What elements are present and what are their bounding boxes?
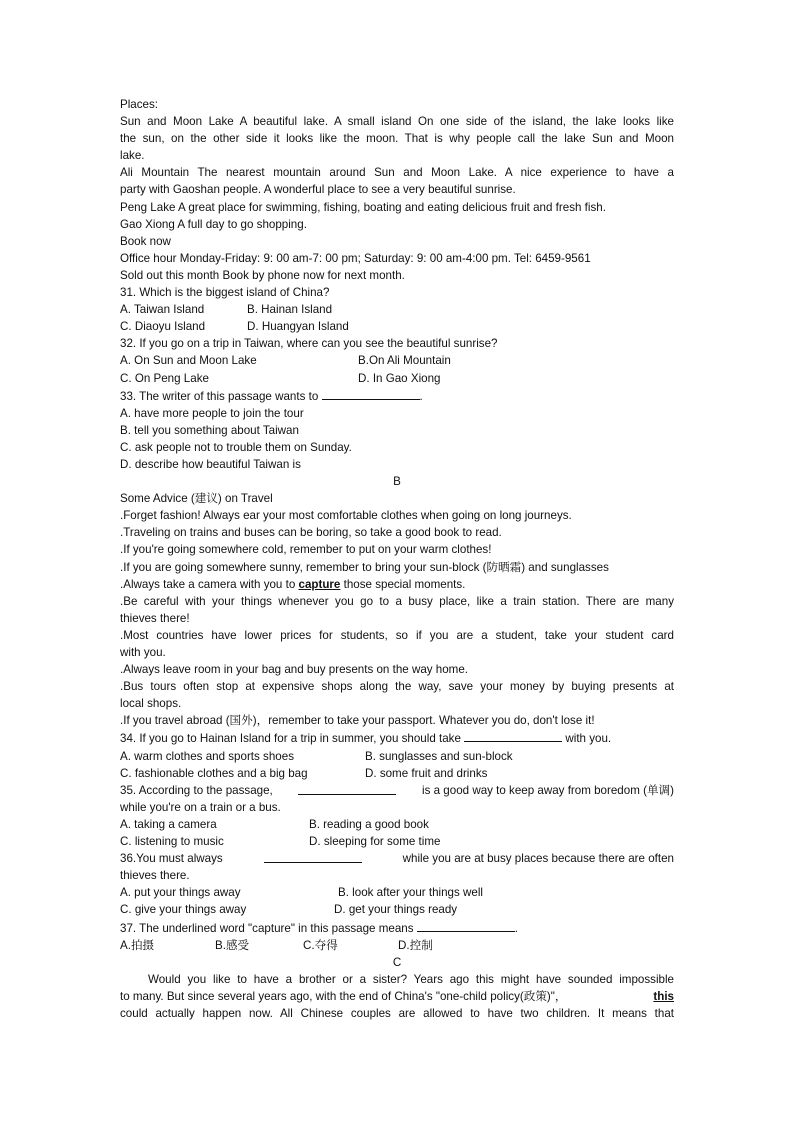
- q37-options-row: [120, 937, 674, 954]
- tip-careful: .Be careful with your things whenever you go to a busy place, like a train station. There are many: [120, 594, 674, 608]
- q36-stem: [120, 850, 674, 867]
- q35-option-d[interactable]: D. sleeping for some time: [309, 835, 441, 849]
- tip-student: .Most countries have lower prices for students, so if you are a student, take your student card: [120, 628, 674, 642]
- tip-bus-tours-cont: local shops.: [120, 697, 182, 711]
- q34-options-row1: [120, 748, 674, 765]
- sold-out-note: Sold out this month Book by phone now for next month.: [120, 268, 405, 282]
- underlined-word-this: this: [653, 989, 674, 1003]
- book-now: Book now: [120, 234, 171, 248]
- place-sun-moon-lake-end: lake.: [120, 149, 145, 163]
- tip-book: .Traveling on trains and buses can be boring, so take a good book to read.: [120, 526, 502, 540]
- q31-options-row2: [120, 318, 674, 335]
- q32-option-c[interactable]: C. On Peng Lake: [120, 371, 209, 385]
- q35-stem-end: is a good way to keep away from boredom (单调): [422, 783, 674, 797]
- q34-option-d[interactable]: D. some fruit and drinks: [365, 766, 488, 780]
- q36-option-c[interactable]: C. give your things away: [120, 903, 247, 917]
- q35-stem-cont: while you're on a train or a bus.: [120, 800, 281, 814]
- q35-answer-blank[interactable]: [298, 782, 396, 795]
- place-gao-xiong: Gao Xiong A full day to go shopping.: [120, 217, 307, 231]
- q32-stem: 32. If you go on a trip in Taiwan, where can you see the beautiful sunrise?: [120, 337, 498, 351]
- q34-answer-blank[interactable]: [464, 729, 562, 742]
- section-c-label: C: [392, 955, 402, 969]
- q34-options-row2: [120, 765, 674, 782]
- q36-options-row1: [120, 884, 674, 901]
- passage-c-line2: [120, 988, 674, 1005]
- place-sun-moon-lake-cont: the sun, on the other side it looks like the moon. That is why people call the lake Sun and Moon: [120, 132, 674, 146]
- q33-answer-blank[interactable]: [322, 387, 420, 400]
- q33-stem: [120, 387, 674, 405]
- passage-c-line3: could actually happen now. All Chinese couples are allowed to have two children. It means that: [120, 1006, 674, 1020]
- tip-sunny: .If you are going somewhere sunny, remember to bring your sun-block (防晒霜) and sunglasses: [120, 560, 609, 574]
- q34-stem-end: with you.: [565, 732, 612, 746]
- q36-option-d[interactable]: D. get your things ready: [334, 903, 458, 917]
- q37-stem-text: 37. The underlined word "capture" in this passage means: [120, 921, 414, 935]
- q35-options-row1: [120, 816, 674, 833]
- tip-camera-text: .Always take a camera with you to: [120, 577, 299, 591]
- underlined-word-capture: capture: [298, 577, 341, 591]
- section-b-label: B: [393, 475, 401, 489]
- q34-option-c[interactable]: C. fashionable clothes and a big bag: [120, 766, 308, 780]
- place-ali-mountain-cont: party with Gaoshan people. A wonderful place to see a very beautiful sunrise.: [120, 183, 516, 197]
- q33-stem-end: .: [419, 389, 423, 403]
- tip-careful-cont: thieves there!: [120, 611, 190, 625]
- place-ali-mountain: Ali Mountain The nearest mountain around Sun and Moon Lake. A nice experience to have a: [120, 166, 674, 180]
- q35-option-c[interactable]: C. listening to music: [120, 835, 224, 849]
- q37-stem: [120, 919, 674, 937]
- q34-stem: [120, 729, 674, 747]
- q33-stem-text: 33. The writer of this passage wants to: [120, 389, 319, 403]
- q31-stem: 31. Which is the biggest island of China?: [120, 286, 330, 300]
- q36-stem-text: 36.You must always: [120, 852, 223, 866]
- q33-option-a[interactable]: A. have more people to join the tour: [120, 406, 304, 420]
- q32-options-row2: [120, 370, 674, 387]
- q33-option-d[interactable]: D. describe how beautiful Taiwan is: [120, 457, 301, 471]
- page-content: [120, 96, 674, 1022]
- tip-cold: .If you're going somewhere cold, remember to put on your warm clothes!: [120, 543, 492, 557]
- tip-passport: .If you travel abroad (国外)，remember to take your passport. Whatever you do, don't lose it!: [120, 714, 595, 728]
- tip-camera-text-end: those special moments.: [340, 577, 466, 591]
- q37-answer-blank[interactable]: [417, 919, 515, 932]
- tip-camera: [120, 576, 674, 593]
- places-header: Places:: [120, 98, 159, 111]
- q33-option-c[interactable]: C. ask people not to trouble them on Sunday.: [120, 440, 352, 454]
- tip-student-cont: with you.: [120, 646, 166, 659]
- tip-bus-tours: .Bus tours often stop at expensive shops along the way, save your money by buying presents at: [120, 680, 674, 694]
- q37-stem-end: .: [514, 921, 518, 935]
- q35-stem: [120, 782, 674, 799]
- q31-option-a[interactable]: A. Taiwan Island: [120, 303, 205, 317]
- section-b-title: Some Advice (建议) on Travel: [120, 492, 273, 506]
- q32-option-d[interactable]: D. In Gao Xiong: [358, 371, 441, 385]
- q35-option-a[interactable]: A. taking a camera: [120, 817, 217, 831]
- q34-option-b[interactable]: B. sunglasses and sun-block: [365, 749, 513, 763]
- q32-option-b[interactable]: B.On Ali Mountain: [358, 354, 451, 368]
- q37-option-c[interactable]: C.夺得: [303, 938, 338, 952]
- q36-options-row2: [120, 901, 674, 918]
- place-peng-lake: Peng Lake A great place for swimming, fishing, boating and eating delicious fruit and fresh fish.: [120, 200, 606, 214]
- place-sun-moon-lake: Sun and Moon Lake A beautiful lake. A small island On one side of the island, the lake looks like: [120, 115, 674, 129]
- q31-option-d[interactable]: D. Huangyan Island: [247, 320, 349, 334]
- tip-presents: .Always leave room in your bag and buy presents on the way home.: [120, 663, 469, 677]
- q31-option-b[interactable]: B. Hainan Island: [247, 303, 333, 317]
- tip-fashion: .Forget fashion! Always ear your most comfortable clothes when going on long journeys.: [120, 509, 572, 523]
- q37-option-b[interactable]: B.感受: [215, 938, 250, 952]
- office-hours: Office hour Monday-Friday: 9: 00 am-7: 00 pm; Saturday: 9: 00 am-4:00 pm. Tel: 6459-9561: [120, 251, 591, 265]
- q31-options-row1: [120, 301, 674, 318]
- q37-option-d[interactable]: D.控制: [398, 938, 433, 952]
- q34-option-a[interactable]: A. warm clothes and sports shoes: [120, 749, 294, 763]
- q32-options-row1: [120, 352, 674, 369]
- q37-option-a[interactable]: A.拍摄: [120, 938, 155, 952]
- q34-stem-text: 34. If you go to Hainan Island for a trip in summer, you should take: [120, 732, 461, 746]
- q36-answer-blank[interactable]: [264, 850, 362, 863]
- q36-stem-cont: thieves there.: [120, 869, 190, 883]
- q35-option-b[interactable]: B. reading a good book: [309, 817, 429, 831]
- q35-options-row2: [120, 833, 674, 850]
- q36-option-b[interactable]: B. look after your things well: [338, 886, 483, 900]
- q36-stem-end: while you are at busy places because there are often: [402, 852, 674, 866]
- passage-c-line2-text: to many. But since several years ago, with the end of China's "one-child policy(政策)"，: [120, 989, 567, 1003]
- q32-option-a[interactable]: A. On Sun and Moon Lake: [120, 354, 257, 368]
- q36-option-a[interactable]: A. put your things away: [120, 886, 241, 900]
- q31-option-c[interactable]: C. Diaoyu Island: [120, 320, 206, 334]
- q33-option-b[interactable]: B. tell you something about Taiwan: [120, 423, 299, 437]
- q35-stem-text: 35. According to the passage,: [120, 783, 273, 797]
- passage-c-line1: Would you like to have a brother or a sister? Years ago this might have sounded impossible: [148, 972, 674, 986]
